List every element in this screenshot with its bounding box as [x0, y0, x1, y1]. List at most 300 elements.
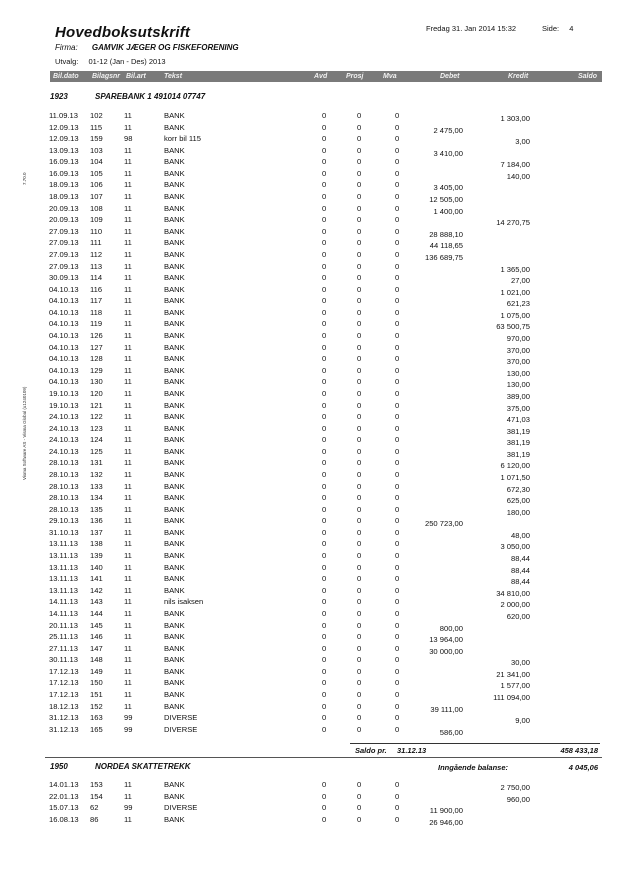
credit-amount: 2 750,00	[500, 783, 530, 792]
entry-text: BANK	[164, 307, 185, 317]
voucher-type: 11	[124, 400, 132, 410]
vat-code: 0	[395, 814, 400, 824]
voucher-number: 115	[90, 122, 103, 132]
entry-date: 18.12.13	[49, 701, 79, 711]
ledger-row	[0, 446, 620, 458]
debit-amount: 136 689,75	[424, 252, 463, 262]
vat-code: 0	[395, 319, 400, 329]
debit-amount: 2 475,00	[433, 125, 463, 135]
department: 0	[322, 203, 327, 213]
page-number	[542, 24, 573, 33]
vat-code: 0	[395, 342, 400, 352]
department: 0	[322, 713, 327, 723]
entry-text: BANK	[164, 574, 185, 584]
project: 0	[357, 342, 362, 352]
ledger-row	[0, 457, 620, 469]
ledger-row	[0, 295, 620, 307]
ledger-row	[0, 666, 620, 678]
voucher-type: 11	[124, 296, 132, 306]
ledger-row	[0, 631, 620, 643]
print-datetime: Fredag 31. Jan 2014 15:32	[426, 24, 517, 33]
department: 0	[322, 666, 327, 676]
voucher-number: 125	[90, 446, 103, 456]
debit-amount: 1 400,00	[433, 206, 463, 216]
entry-date: 27.09.13	[49, 238, 79, 248]
voucher-number: 130	[90, 377, 103, 387]
project: 0	[357, 423, 362, 433]
vat-code: 0	[395, 226, 400, 236]
entry-date: 31.12.13	[49, 724, 79, 734]
entry-text: BANK	[164, 423, 185, 433]
entry-date: 04.10.13	[49, 342, 79, 352]
department: 0	[322, 111, 327, 120]
col-header-balance: Saldo	[578, 73, 598, 80]
entry-text: BANK	[164, 122, 185, 132]
project: 0	[357, 597, 362, 607]
account-name: SPAREBANK 1 491014 07747	[95, 92, 206, 101]
voucher-number: 151	[90, 690, 103, 699]
vat-code: 0	[395, 249, 400, 259]
ledger-row	[0, 504, 620, 516]
credit-amount: 7 184,00	[500, 160, 530, 170]
voucher-number: 137	[90, 527, 103, 537]
credit-amount: 1 577,00	[500, 681, 530, 691]
voucher-number: 147	[90, 643, 103, 653]
credit-amount: 48,00	[510, 530, 530, 540]
department: 0	[322, 400, 327, 410]
page-title: Hovedboksutskrift	[55, 24, 191, 41]
col-header-voucher: Bilagsnr	[92, 73, 121, 80]
voucher-type: 98	[124, 134, 133, 144]
department: 0	[322, 780, 327, 789]
account-header-1950	[50, 762, 191, 771]
credit-amount: 960,00	[506, 794, 530, 804]
voucher-type: 11	[124, 620, 132, 630]
col-header-project: Prosj	[346, 73, 364, 80]
entry-text: DIVERSE	[164, 713, 198, 723]
entry-date: 17.12.13	[49, 678, 79, 688]
entry-text: BANK	[164, 365, 185, 375]
entry-date: 28.10.13	[49, 504, 79, 514]
project: 0	[357, 203, 362, 213]
department: 0	[322, 458, 327, 468]
entry-date: 17.12.13	[49, 690, 79, 699]
project: 0	[357, 249, 362, 259]
voucher-type: 11	[124, 469, 132, 479]
voucher-number: 132	[90, 469, 103, 479]
entry-text: BANK	[164, 249, 185, 259]
voucher-number: 124	[90, 435, 103, 445]
department: 0	[322, 145, 327, 155]
voucher-number: 104	[90, 157, 103, 167]
vat-code: 0	[395, 412, 400, 422]
vat-code: 0	[395, 724, 400, 734]
voucher-type: 11	[124, 215, 132, 225]
credit-amount: 1 365,00	[500, 264, 530, 274]
entry-date: 19.10.13	[49, 400, 79, 410]
voucher-type: 11	[124, 791, 132, 801]
ledger-row	[0, 214, 620, 226]
selection-label: Utvalg:	[55, 57, 79, 66]
department: 0	[322, 574, 327, 584]
entry-text: BANK	[164, 539, 185, 549]
voucher-number: 138	[90, 539, 103, 549]
voucher-number: 145	[90, 620, 103, 630]
entry-date: 22.01.13	[49, 791, 79, 801]
project: 0	[357, 458, 362, 468]
margin-code: 7.70.0	[22, 172, 27, 185]
project: 0	[357, 261, 362, 271]
project: 0	[357, 331, 362, 341]
department: 0	[322, 504, 327, 514]
entry-date: 17.12.13	[49, 666, 79, 676]
entry-date: 30.09.13	[49, 273, 79, 283]
voucher-number: 165	[90, 724, 103, 734]
department: 0	[322, 678, 327, 688]
voucher-type: 11	[124, 608, 132, 618]
voucher-number: 136	[90, 516, 103, 526]
voucher-number: 146	[90, 632, 103, 642]
voucher-number: 110	[90, 226, 103, 236]
entry-date: 24.10.13	[49, 412, 79, 422]
voucher-number: 141	[90, 574, 103, 584]
voucher-number: 102	[90, 111, 103, 120]
department: 0	[322, 226, 327, 236]
entry-text: BANK	[164, 493, 185, 503]
department: 0	[322, 388, 327, 398]
voucher-number: 108	[90, 203, 103, 213]
vat-code: 0	[395, 168, 400, 178]
company-label: Firma:	[55, 43, 78, 52]
credit-amount: 370,00	[506, 357, 530, 367]
voucher-type: 11	[124, 814, 132, 824]
vat-code: 0	[395, 458, 400, 468]
entry-text: nils isaksen	[164, 597, 204, 607]
debit-amount: 800,00	[439, 623, 463, 633]
department: 0	[322, 435, 327, 445]
voucher-type: 11	[124, 192, 132, 202]
entry-text: BANK	[164, 690, 185, 699]
entry-text: BANK	[164, 180, 185, 190]
voucher-number: 111	[90, 238, 102, 248]
ledger-row	[0, 318, 620, 330]
entry-text: BANK	[164, 168, 185, 178]
selection-value: 01-12 (Jan - Des) 2013	[88, 57, 166, 66]
credit-amount: 375,00	[506, 403, 530, 413]
voucher-number: 107	[90, 192, 103, 202]
vat-code: 0	[395, 574, 400, 584]
entry-text: BANK	[164, 666, 185, 676]
project: 0	[357, 238, 362, 248]
entry-date: 16.08.13	[49, 814, 79, 824]
voucher-type: 11	[124, 307, 132, 317]
department: 0	[322, 446, 327, 456]
ledger-row	[0, 261, 620, 273]
project: 0	[357, 551, 362, 561]
project: 0	[357, 307, 362, 317]
project: 0	[357, 701, 362, 711]
ledger-row	[0, 168, 620, 180]
department: 0	[322, 469, 327, 479]
entry-date: 12.09.13	[49, 122, 79, 132]
vat-code: 0	[395, 585, 400, 595]
entry-date: 12.09.13	[49, 134, 79, 144]
project: 0	[357, 632, 362, 642]
voucher-type: 11	[124, 342, 132, 352]
project: 0	[357, 678, 362, 688]
page-number-label: Side:	[542, 24, 560, 33]
project: 0	[357, 780, 362, 789]
ledger-row	[0, 226, 620, 238]
department: 0	[322, 192, 327, 202]
selection-line	[55, 57, 166, 66]
credit-amount: 625,00	[506, 496, 530, 506]
entry-text: BANK	[164, 215, 185, 225]
project: 0	[357, 504, 362, 514]
debit-amount: 30 000,00	[429, 646, 463, 656]
voucher-number: 106	[90, 180, 103, 190]
entry-text: BANK	[164, 504, 185, 514]
credit-amount: 6 120,00	[500, 461, 530, 471]
project: 0	[357, 666, 362, 676]
vat-code: 0	[395, 446, 400, 456]
ledger-row	[0, 122, 620, 134]
vat-code: 0	[395, 354, 400, 364]
credit-amount: 34 810,00	[496, 588, 530, 598]
entry-text: BANK	[164, 203, 185, 213]
entry-text: BANK	[164, 814, 185, 824]
entry-date: 31.12.13	[49, 713, 79, 723]
project: 0	[357, 574, 362, 584]
entry-date: 18.09.13	[49, 192, 79, 202]
voucher-type: 11	[124, 168, 132, 178]
credit-amount: 180,00	[506, 507, 530, 517]
department: 0	[322, 724, 327, 734]
entry-date: 24.10.13	[49, 435, 79, 445]
voucher-type: 11	[124, 377, 132, 387]
account-header-1923	[50, 92, 206, 101]
voucher-number: 131	[90, 458, 103, 468]
entry-date: 13.11.13	[49, 562, 78, 572]
vat-code: 0	[395, 365, 400, 375]
voucher-number: 133	[90, 481, 103, 491]
voucher-type: 11	[124, 678, 132, 688]
credit-amount: 381,19	[506, 449, 530, 459]
project: 0	[357, 377, 362, 387]
voucher-number: 113	[90, 261, 103, 271]
project: 0	[357, 145, 362, 155]
entry-date: 04.10.13	[49, 354, 79, 364]
ledger-row	[0, 550, 620, 562]
entry-text: BANK	[164, 261, 185, 271]
project: 0	[357, 354, 362, 364]
department: 0	[322, 157, 327, 167]
project: 0	[357, 655, 362, 665]
vat-code: 0	[395, 551, 400, 561]
entry-text: BANK	[164, 585, 185, 595]
project: 0	[357, 481, 362, 491]
project: 0	[357, 319, 362, 329]
credit-amount: 3,00	[515, 137, 530, 147]
debit-amount: 250 723,00	[424, 519, 463, 529]
ledger-row	[0, 701, 620, 713]
department: 0	[322, 249, 327, 259]
project: 0	[357, 469, 362, 479]
ledger-row	[0, 249, 620, 261]
entry-date: 04.10.13	[49, 307, 79, 317]
department: 0	[322, 215, 327, 225]
project: 0	[357, 585, 362, 595]
voucher-type: 11	[124, 655, 132, 665]
entry-text: BANK	[164, 111, 185, 120]
project: 0	[357, 539, 362, 549]
voucher-type: 11	[124, 226, 132, 236]
department: 0	[322, 791, 327, 801]
voucher-type: 99	[124, 803, 133, 813]
credit-amount: 14 270,75	[496, 218, 530, 228]
company-line	[55, 43, 239, 52]
project: 0	[357, 516, 362, 526]
department: 0	[322, 562, 327, 572]
entry-date: 11.09.13	[49, 111, 78, 120]
debit-amount: 586,00	[439, 727, 463, 737]
project: 0	[357, 215, 362, 225]
entry-text: BANK	[164, 400, 185, 410]
entry-date: 27.09.13	[49, 261, 79, 271]
ledger-row	[0, 307, 620, 319]
entry-date: 24.10.13	[49, 446, 79, 456]
entry-text: BANK	[164, 446, 185, 456]
ledger-row	[0, 515, 620, 527]
entry-text: BANK	[164, 791, 185, 801]
entry-text: BANK	[164, 319, 185, 329]
vat-code: 0	[395, 435, 400, 445]
voucher-number: 122	[90, 412, 103, 422]
vat-code: 0	[395, 643, 400, 653]
entry-date: 20.09.13	[49, 203, 79, 213]
vat-code: 0	[395, 400, 400, 410]
voucher-type: 11	[124, 690, 132, 699]
credit-amount: 672,30	[506, 484, 530, 494]
project: 0	[357, 134, 362, 144]
ledger-row	[0, 400, 620, 412]
entry-text: BANK	[164, 342, 185, 352]
col-header-date: Bil.dato	[53, 73, 79, 80]
voucher-type: 11	[124, 458, 132, 468]
entry-date: 28.10.13	[49, 458, 79, 468]
voucher-type: 11	[124, 284, 132, 294]
ledger-row	[0, 272, 620, 284]
col-header-type: Bil.art	[126, 73, 146, 80]
department: 0	[322, 354, 327, 364]
entry-text: BANK	[164, 296, 185, 306]
ledger-row	[0, 481, 620, 493]
voucher-type: 11	[124, 780, 132, 789]
entry-text: BANK	[164, 192, 185, 202]
credit-amount: 1 303,00	[500, 114, 530, 123]
credit-amount: 2 000,00	[500, 600, 530, 610]
account-number: 1923	[50, 92, 68, 101]
department: 0	[322, 643, 327, 653]
vat-code: 0	[395, 597, 400, 607]
entry-text: BANK	[164, 678, 185, 688]
entry-text: BANK	[164, 377, 185, 387]
voucher-type: 99	[124, 713, 133, 723]
entry-text: BANK	[164, 481, 185, 491]
voucher-number: 152	[90, 701, 103, 711]
entry-text: BANK	[164, 331, 185, 341]
voucher-number: 154	[90, 791, 103, 801]
ledger-row	[0, 585, 620, 597]
department: 0	[322, 527, 327, 537]
entry-date: 04.10.13	[49, 331, 79, 341]
department: 0	[322, 273, 327, 283]
column-header-bar	[50, 71, 602, 82]
voucher-type: 11	[124, 516, 132, 526]
department: 0	[322, 620, 327, 630]
voucher-type: 11	[124, 423, 132, 433]
ledger-row	[0, 203, 620, 215]
entry-text: BANK	[164, 412, 185, 422]
credit-amount: 471,03	[506, 415, 530, 425]
ledger-row	[0, 191, 620, 203]
credit-amount: 1 021,00	[500, 287, 530, 297]
voucher-type: 11	[124, 145, 132, 155]
project: 0	[357, 713, 362, 723]
voucher-number: 143	[90, 597, 103, 607]
department: 0	[322, 632, 327, 642]
voucher-type: 11	[124, 585, 132, 595]
voucher-number: 127	[90, 342, 103, 352]
entry-text: BANK	[164, 354, 185, 364]
department: 0	[322, 690, 327, 699]
ledger-row	[0, 779, 620, 791]
entry-text: BANK	[164, 145, 185, 155]
voucher-number: 163	[90, 713, 103, 723]
department: 0	[322, 701, 327, 711]
credit-amount: 130,00	[506, 368, 530, 378]
ledger-row	[0, 434, 620, 446]
entry-text: BANK	[164, 632, 185, 642]
voucher-type: 11	[124, 539, 132, 549]
department: 0	[322, 296, 327, 306]
col-header-credit: Kredit	[508, 73, 529, 80]
project: 0	[357, 122, 362, 132]
entry-date: 20.11.13	[49, 620, 78, 630]
debit-amount: 3 405,00	[433, 183, 463, 193]
ledger-row	[0, 376, 620, 388]
project: 0	[357, 284, 362, 294]
ledger-row	[0, 527, 620, 539]
department: 0	[322, 608, 327, 618]
project: 0	[357, 273, 362, 283]
project: 0	[357, 412, 362, 422]
credit-amount: 381,19	[506, 438, 530, 448]
ledger-row	[0, 365, 620, 377]
ledger-row	[0, 677, 620, 689]
vat-code: 0	[395, 388, 400, 398]
entry-date: 04.10.13	[49, 365, 79, 375]
project: 0	[357, 791, 362, 801]
vat-code: 0	[395, 284, 400, 294]
ledger-row	[0, 620, 620, 632]
entry-date: 28.10.13	[49, 469, 79, 479]
credit-amount: 1 071,50	[500, 472, 530, 482]
project: 0	[357, 620, 362, 630]
col-header-debit: Debet	[440, 73, 460, 80]
project: 0	[357, 435, 362, 445]
vat-code: 0	[395, 192, 400, 202]
